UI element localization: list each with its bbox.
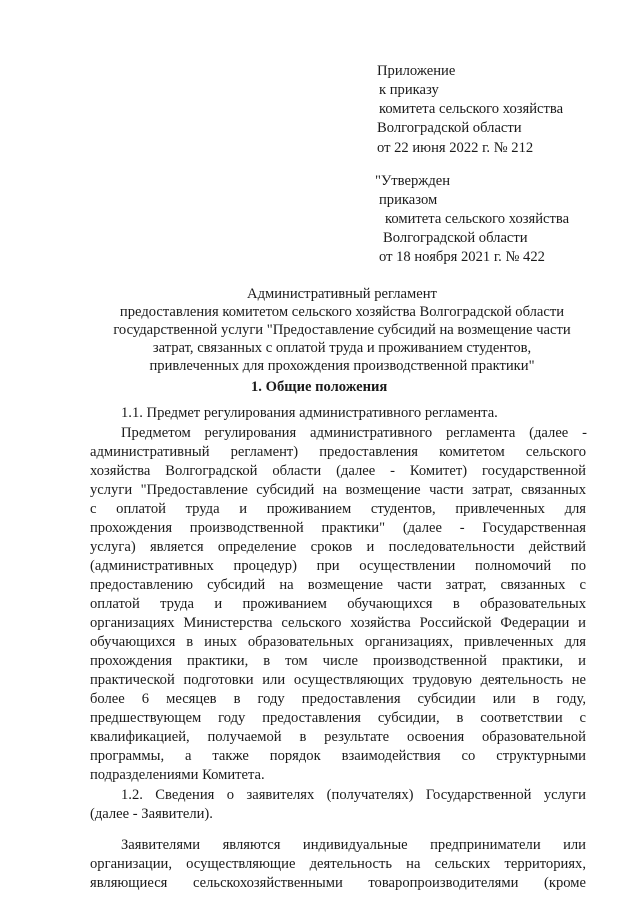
title-line: затрат, связанных с оплатой труда и проживанием студентов, — [152, 340, 532, 356]
title-line: привлеченных для прохождения производственной практики" — [149, 358, 535, 374]
appendix-line: Приложение — [377, 63, 456, 79]
body-line: административный регламент) предоставления комитетом сельского — [90, 444, 586, 460]
appendix-line: от 22 июня 2022 г. № 212 — [377, 140, 534, 156]
appendix-line: комитета сельского хозяйства — [379, 101, 564, 117]
body-line: квалификацией, получаемой в результате освоения образовательной — [90, 729, 586, 745]
body-line: организациях Министерства сельского хозяйства Российской Федерации и — [90, 615, 586, 631]
body-line: прохождения практики, в том числе производственной практики, и — [90, 653, 586, 669]
title-line: предоставления комитетом сельского хозяйства Волгоградской области — [119, 304, 565, 320]
title-line: государственной услуги "Предоставление субсидий на возмещение части — [113, 322, 571, 338]
body-line: (административных процедур) при осуществлении полномочий по — [90, 558, 586, 574]
body-line: программы, а также порядок взаимодействия со структурными — [90, 748, 586, 764]
body-line: хозяйства Волгоградской области (далее - Комитет) государственной — [90, 463, 586, 479]
approved-line: Волгоградской области — [383, 230, 528, 246]
title-line: Административный регламент — [247, 286, 437, 302]
body-line: (далее - Заявители). — [90, 806, 213, 822]
body-line: более 6 месяцев в году предоставления субсидии или в году, — [90, 691, 586, 707]
approved-line: от 18 ноября 2021 г. № 422 — [379, 249, 545, 265]
body-line: обучающихся в иных образовательных организациях, привлеченных для — [90, 634, 586, 650]
approved-line: приказом — [379, 192, 438, 208]
body-line: предоставлению субсидий на возмещение части затрат, связанных с — [90, 577, 586, 593]
body-line: организации, осуществляющие деятельность на сельских территориях, — [90, 856, 586, 872]
body-line: оплатой труда и проживанием обучающихся в образовательных — [90, 596, 586, 612]
section-heading: 1. Общие положения — [251, 379, 388, 395]
body-line: Предметом регулирования административного регламента (далее - — [121, 425, 587, 441]
body-line: подразделениями Комитета. — [90, 767, 265, 783]
body-line: 1.1. Предмет регулирования административного регламента. — [121, 405, 498, 421]
approved-line: комитета сельского хозяйства — [385, 211, 570, 227]
body-line: предшествующем году предоставления субсидии, в соответствии с — [90, 710, 586, 726]
appendix-line: Волгоградской области — [377, 120, 522, 136]
body-line: являющиеся сельскохозяйственными товаропроизводителями (кроме — [90, 875, 586, 891]
body-line: практической подготовки или осуществляющих трудовую деятельность не — [90, 672, 586, 688]
body-line: 1.2. Сведения о заявителях (получателях) Государственной услуги — [121, 787, 586, 803]
body-line: Заявителями являются индивидуальные предприниматели или — [121, 837, 586, 853]
body-line: услуги "Предоставление субсидий на возмещение части затрат, связанных — [90, 482, 586, 498]
body-line: прохождения производственной практики" (далее - Государственная — [90, 520, 586, 536]
appendix-line: к приказу — [379, 82, 439, 98]
body-line: услуга) является определение сроков и последовательности действий — [90, 539, 586, 555]
approved-line: "Утвержден — [375, 173, 451, 189]
body-line: с оплатой труда и проживанием студентов, привлеченных для — [90, 501, 586, 517]
